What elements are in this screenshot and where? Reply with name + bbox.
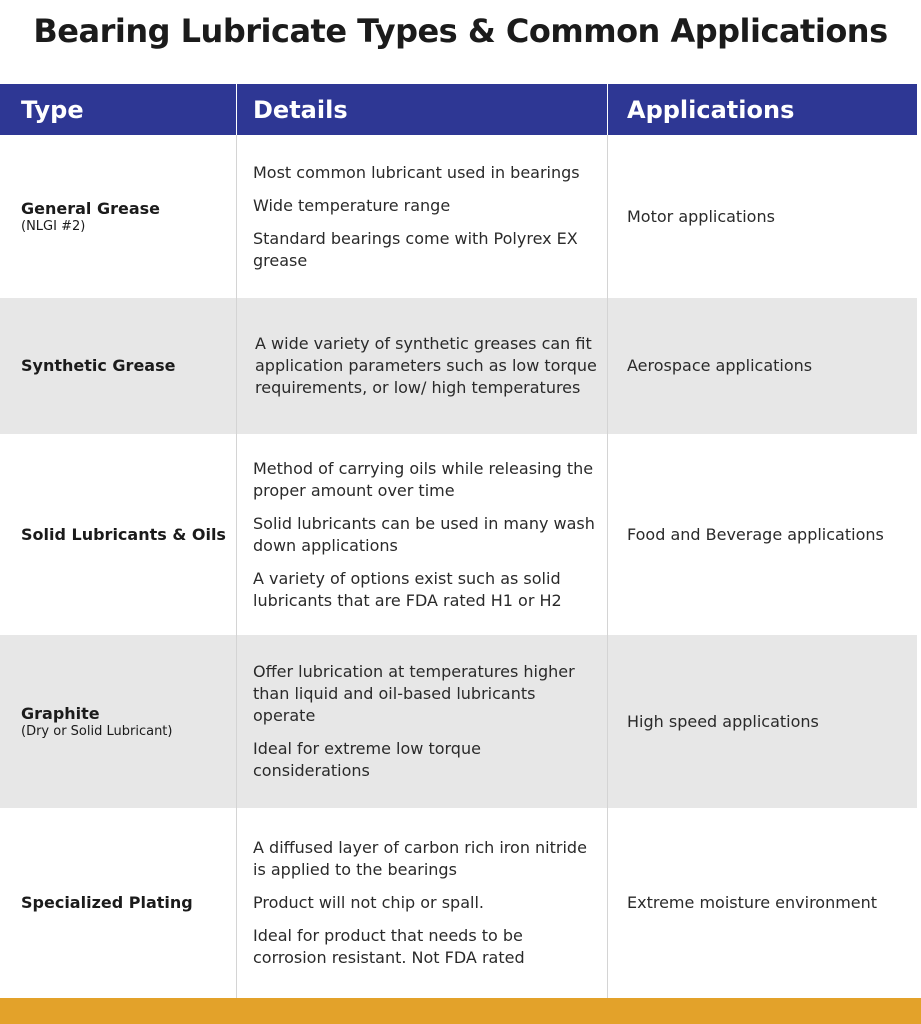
details-cell: [237, 434, 608, 635]
type-cell: [0, 635, 237, 808]
type-name: Solid Lubricants & Oils: [21, 524, 226, 544]
detail-item: Ideal for product that needs to be corrosion resistant. Not FDA rated: [253, 926, 525, 967]
detail-item: Most common lubricant used in bearings: [253, 162, 580, 182]
type-cell: [0, 298, 237, 434]
detail-item: A variety of options exist such as solid lubricants that are FDA rated H1 or H2: [253, 568, 562, 610]
type-name: Synthetic Grease: [21, 356, 176, 375]
detail-item: A wide variety of synthetic greases can fit application parameters such as low torque requirements, or low/ high temperatures: [255, 334, 597, 397]
detail-item: Standard bearings come with Polyrex EX grease: [253, 228, 578, 270]
applications-cell: [608, 135, 917, 298]
header-applications: Applications: [627, 95, 795, 124]
lubricant-table: [0, 84, 917, 998]
applications-cell: [608, 635, 917, 808]
table-row: [0, 298, 917, 434]
details-cell: [237, 808, 608, 998]
applications-cell: [608, 434, 917, 635]
details-cell: [237, 635, 608, 808]
application-text: Motor applications: [627, 206, 775, 226]
detail-item: Ideal for extreme low torque considerations: [253, 739, 481, 780]
type-name: General Grease: [21, 198, 161, 218]
type-cell: [0, 808, 237, 998]
table-header: [0, 84, 917, 135]
table-row: [0, 434, 917, 635]
type-cell: [0, 434, 237, 635]
application-text: Aerospace applications: [627, 356, 813, 375]
applications-cell: [608, 298, 917, 434]
detail-item: Method of carrying oils while releasing the proper amount over time: [253, 458, 594, 500]
page-title: Bearing Lubricate Types & Common Applications: [33, 12, 888, 50]
detail-item: Offer lubrication at temperatures higher than liquid and oil-based lubricants operate: [253, 662, 575, 725]
details-cell: [237, 135, 608, 298]
header-type: Type: [0, 84, 237, 135]
footer-accent-bar: [0, 998, 921, 1024]
table-row: [0, 135, 917, 298]
table-row: [0, 808, 917, 998]
type-subtitle: (NLGI #2): [21, 218, 86, 234]
applications-cell: [608, 808, 917, 998]
table-row: [0, 635, 917, 808]
type-cell: [0, 135, 237, 298]
header-details: Details: [237, 84, 608, 135]
application-text: Food and Beverage applications: [627, 524, 884, 544]
detail-item: Wide temperature range: [253, 195, 451, 215]
type-name: Graphite: [21, 703, 100, 723]
details-cell: [237, 298, 608, 434]
application-text: High speed applications: [627, 711, 819, 731]
detail-item: Solid lubricants can be used in many wash down applications: [253, 513, 595, 555]
detail-item: Product will not chip or spall.: [253, 893, 484, 912]
type-name: Specialized Plating: [21, 893, 193, 912]
application-text: Extreme moisture environment: [627, 893, 878, 912]
type-subtitle: (Dry or Solid Lubricant): [21, 723, 173, 739]
detail-item: A diffused layer of carbon rich iron nitride is applied to the bearings: [253, 838, 587, 879]
